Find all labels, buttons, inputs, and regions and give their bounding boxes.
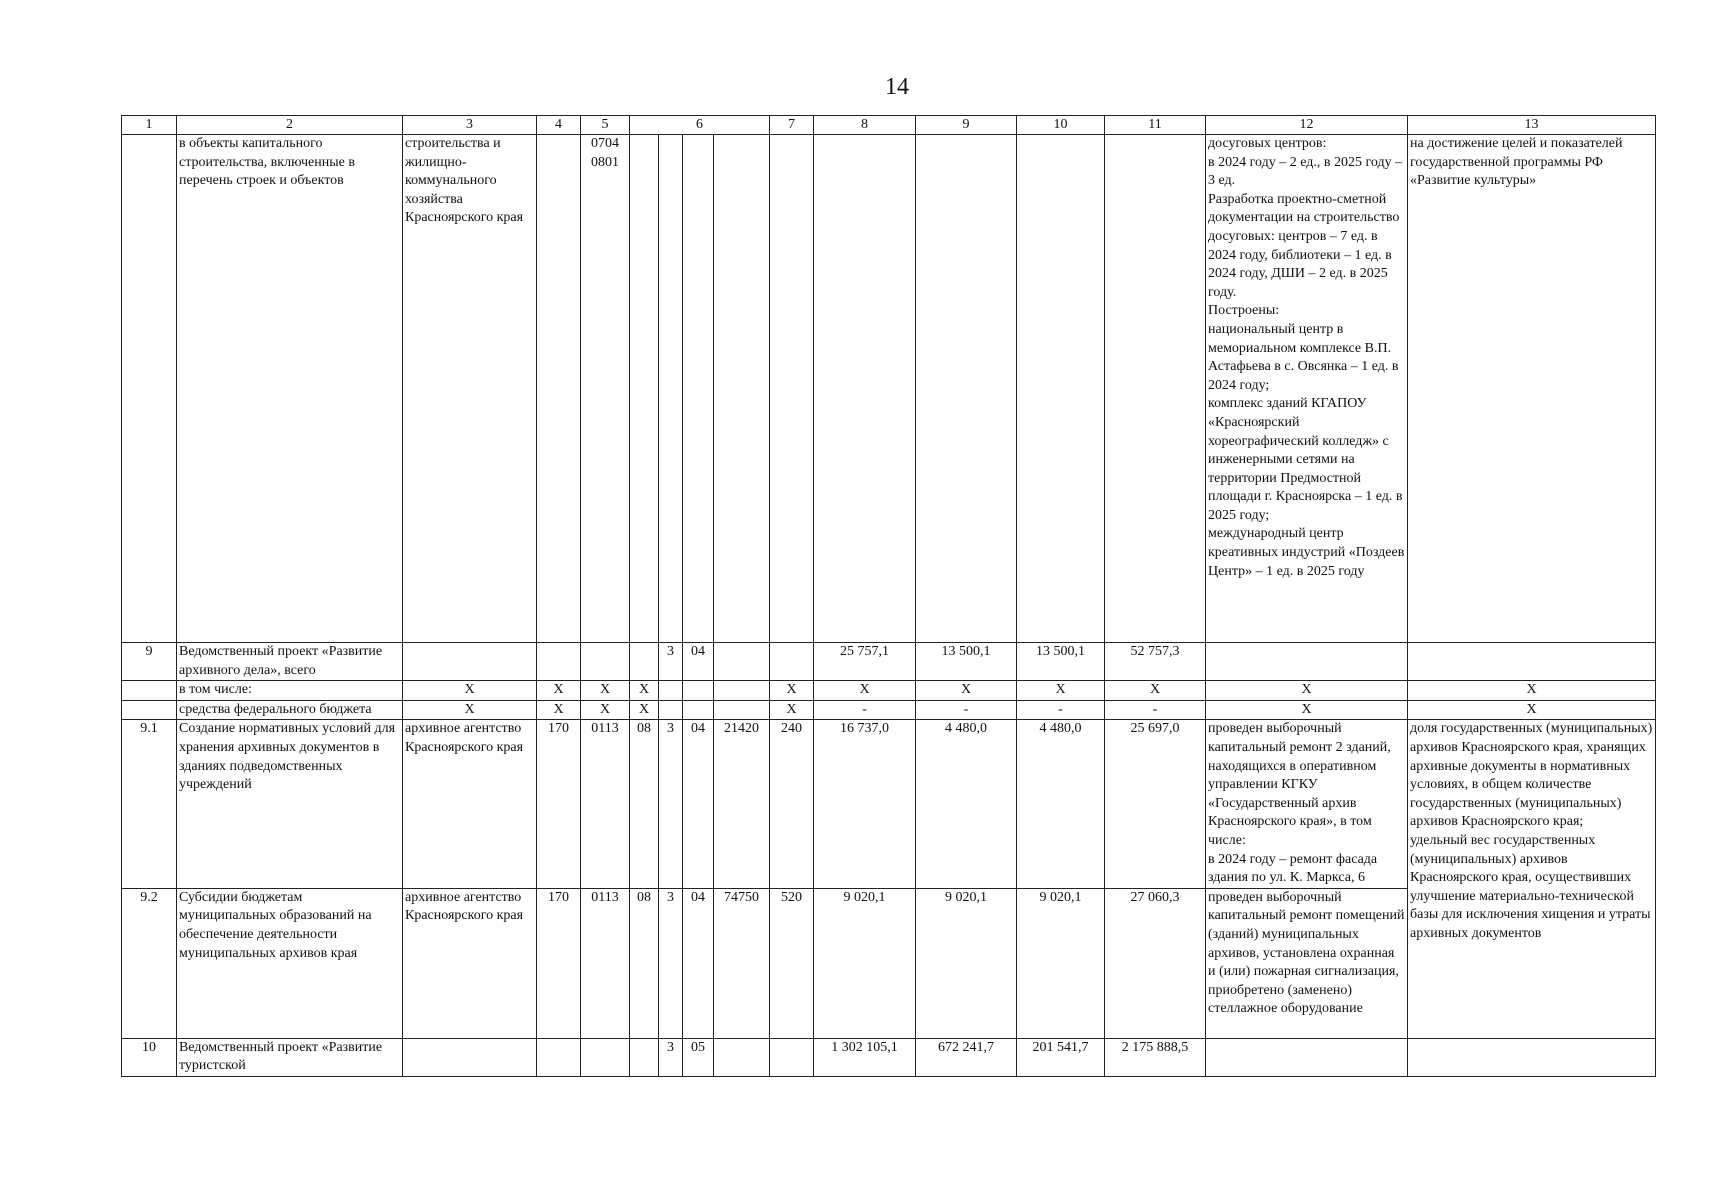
x-mark: X (770, 681, 814, 701)
code-part: 3 (659, 888, 683, 1038)
section-code: 0113 (581, 888, 630, 1038)
section-code: 0113 (581, 720, 630, 888)
grbs-code: 170 (537, 888, 581, 1038)
code-part: 05 (683, 1038, 714, 1076)
x-mark: X (1017, 681, 1105, 701)
x-mark: X (537, 681, 581, 701)
amount-2024: 9 020,1 (814, 888, 916, 1038)
code-part: 04 (683, 720, 714, 888)
x-mark: X (1105, 681, 1206, 701)
dash-mark: - (1017, 700, 1105, 720)
column-header: 7 (770, 116, 814, 135)
amount-2025: 13 500,1 (916, 643, 1017, 681)
code-part: 08 (630, 720, 659, 888)
code-part: 08 (630, 888, 659, 1038)
table-row-federal-budget (122, 700, 1656, 720)
amount-2026: 4 480,0 (1017, 720, 1105, 888)
dash-mark: - (1105, 700, 1206, 720)
code-part: 21420 (714, 720, 770, 888)
expense-type: 240 (770, 720, 814, 888)
expected-result: проведен выборочный капитальный ремонт помещений (зданий) муниципальных архивов, установлена охранная и (или) пожарная сигнализация, приобретено (заменено) стеллажное оборудование (1206, 888, 1408, 1038)
event-name: в объекты капитального строительства, включенные в перечень строек и объектов (177, 135, 403, 643)
grbs-code: 170 (537, 720, 581, 888)
dash-mark: - (814, 700, 916, 720)
table-row-10 (122, 1038, 1656, 1076)
amount-2025: 4 480,0 (916, 720, 1017, 888)
column-header: 11 (1105, 116, 1206, 135)
row-label: в том числе: (177, 681, 403, 701)
x-mark: X (630, 700, 659, 720)
table-row-including (122, 681, 1656, 701)
amount-total: 27 060,3 (1105, 888, 1206, 1038)
column-header: 5 (581, 116, 630, 135)
event-name: Ведомственный проект «Развитие туристской (177, 1038, 403, 1076)
event-name: Субсидии бюджетам муниципальных образований на обеспечение деятельности муниципальных архивов края (177, 888, 403, 1038)
x-mark: X (403, 700, 537, 720)
column-header: 6 (630, 116, 770, 135)
x-mark: X (916, 681, 1017, 701)
indicator-link: доля государственных (муниципальных) архивов Красноярского края, хранящих архивные документы в нормативных условиях, в общем количестве государственных (муниципальных) архивов Красноярского края; удельный вес государственных (муниципальных) архивов Красноярского края, осуществивших улучшение материально-технической базы для исключения хищения и утраты архивных документов (1408, 720, 1656, 1038)
x-mark: X (581, 681, 630, 701)
code-part: 74750 (714, 888, 770, 1038)
amount-2024: 25 757,1 (814, 643, 916, 681)
budget-table (121, 115, 1656, 1077)
amount-2024: 1 302 105,1 (814, 1038, 916, 1076)
event-name: Создание нормативных условий для хранения архивных документов в зданиях подведомственных учреждений (177, 720, 403, 888)
responsible-agency: строительства и жилищно-коммунального хозяйства Красноярского края (403, 135, 537, 643)
amount-2025: 672 241,7 (916, 1038, 1017, 1076)
expense-type: 520 (770, 888, 814, 1038)
x-mark: X (814, 681, 916, 701)
row-number: 9.2 (122, 888, 177, 1038)
code-part: 3 (659, 643, 683, 681)
column-header: 1 (122, 116, 177, 135)
column-header: 8 (814, 116, 916, 135)
expected-result: досуговых центров: в 2024 году – 2 ед., в 2025 году – 3 ед. Разработка проектно-сметной документации на строительство досуговых: центров – 7 ед. в 2024 году, библиотеки – 1 ед. в 2024 году, ДШИ – 2 ед. в 2025 году. Построены: национальный центр в мемориальном комплексе В.П. Астафьева в с. Овсянка – 1 ед. в 2024 году; комплекс зданий КГАПОУ «Красноярский хореографический колледж» с инженерными сетями на территории Предмостной площади г. Красноярска – 1 ед. в 2025 году; международный центр креативных индустрий «Поздеев Центр» – 1 ед. в 2025 году (1206, 135, 1408, 643)
dash-mark: - (916, 700, 1017, 720)
column-header: 4 (537, 116, 581, 135)
x-mark: X (1206, 700, 1408, 720)
column-header: 3 (403, 116, 537, 135)
table-row-9 (122, 643, 1656, 681)
column-header: 12 (1206, 116, 1408, 135)
x-mark: X (1206, 681, 1408, 701)
code-part: 04 (683, 888, 714, 1038)
amount-2025: 9 020,1 (916, 888, 1017, 1038)
code-part: 3 (659, 1038, 683, 1076)
row-label: средства федерального бюджета (177, 700, 403, 720)
row-number: 10 (122, 1038, 177, 1076)
table-row-continuation (122, 135, 1656, 643)
code-part: 04 (683, 643, 714, 681)
amount-total: 52 757,3 (1105, 643, 1206, 681)
x-mark: X (630, 681, 659, 701)
code-part: 3 (659, 720, 683, 888)
amount-2026: 201 541,7 (1017, 1038, 1105, 1076)
column-header: 9 (916, 116, 1017, 135)
row-number: 9.1 (122, 720, 177, 888)
event-name: Ведомственный проект «Развитие архивного дела», всего (177, 643, 403, 681)
amount-total: 25 697,0 (1105, 720, 1206, 888)
indicator-link: на достижение целей и показателей государственной программы РФ «Развитие культуры» (1408, 135, 1656, 643)
expected-result: проведен выборочный капитальный ремонт 2 зданий, находящихся в оперативном управлении КГКУ «Государственный архив Красноярского края», в том числе: в 2024 году – ремонт фасада здания по ул. К. Маркса, 6 (1206, 720, 1408, 888)
x-mark: X (1408, 700, 1656, 720)
amount-2026: 9 020,1 (1017, 888, 1105, 1038)
column-header: 13 (1408, 116, 1656, 135)
x-mark: X (581, 700, 630, 720)
x-mark: X (403, 681, 537, 701)
x-mark: X (770, 700, 814, 720)
column-header: 2 (177, 116, 403, 135)
column-number-row (122, 116, 1656, 135)
table-row-9-1 (122, 720, 1656, 888)
page-number: 14 (885, 74, 909, 100)
amount-2026: 13 500,1 (1017, 643, 1105, 681)
responsible-agency: архивное агентство Красноярского края (403, 720, 537, 888)
column-header: 10 (1017, 116, 1105, 135)
responsible-agency: архивное агентство Красноярского края (403, 888, 537, 1038)
x-mark: X (537, 700, 581, 720)
amount-2024: 16 737,0 (814, 720, 916, 888)
row-number: 9 (122, 643, 177, 681)
section-code: 0704 0801 (581, 135, 630, 643)
x-mark: X (1408, 681, 1656, 701)
amount-total: 2 175 888,5 (1105, 1038, 1206, 1076)
